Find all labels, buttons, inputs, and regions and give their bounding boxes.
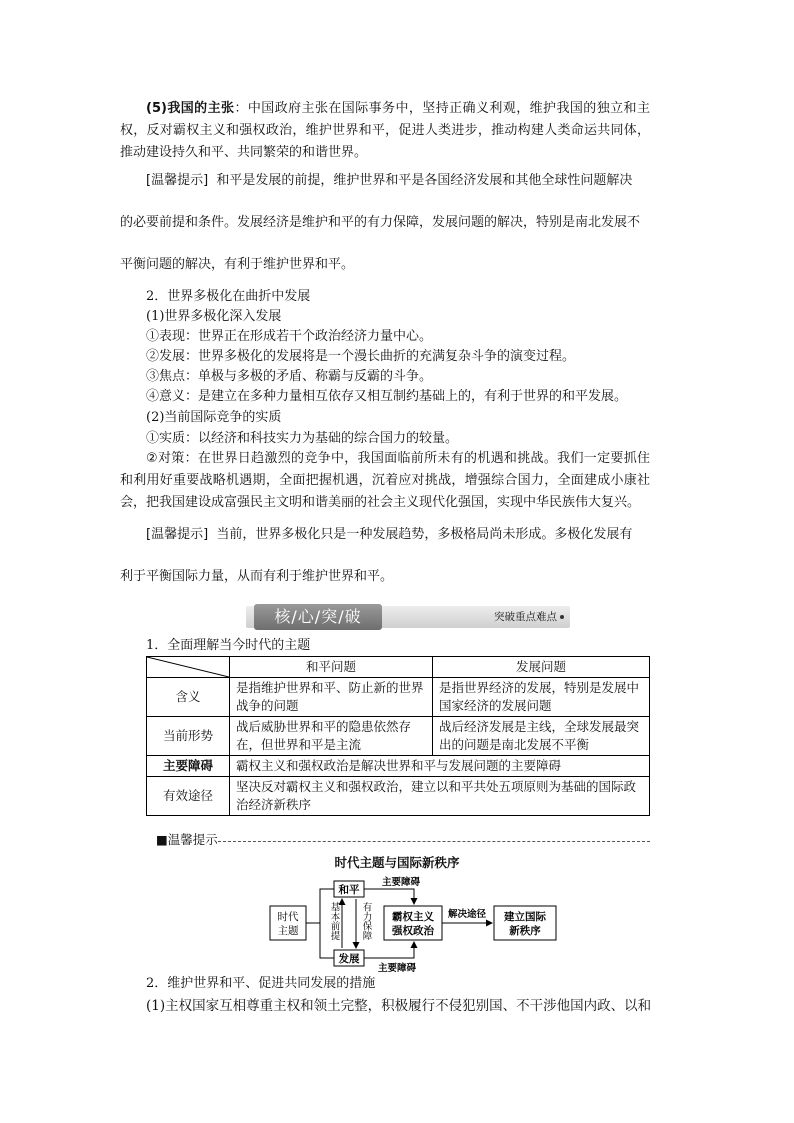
- table-row: [147, 756, 650, 777]
- theme-order-diagram: [268, 876, 568, 974]
- col-development: 发展问题: [433, 657, 650, 678]
- core2-line1: (1)主权国家互相尊重主权和领土完整，积极履行不侵犯别国、不干涉他国内政、以和: [146, 998, 652, 1014]
- section2-sub2: (2)当前国际竞争的实质: [146, 410, 282, 425]
- table-cell: 战后经济发展是主线，全球发展最突出的问题是南北发展不平衡: [433, 717, 650, 756]
- banner-title: 核/心/突/破: [254, 604, 382, 630]
- theme-label-2: 主题: [277, 925, 299, 937]
- tip3-header: [146, 832, 650, 848]
- tip1-label: [温馨提示]: [146, 173, 209, 188]
- development-label: 发展: [338, 953, 360, 965]
- theme-label-1: 时代: [277, 911, 299, 923]
- strong-guarantee-label: 有力保障: [360, 902, 372, 940]
- obstacle-top-label: 主要障碍: [382, 877, 421, 888]
- section2-item-3: ③焦点：单极与多极的矛盾、称霸与反霸的斗争。: [146, 369, 433, 384]
- tip1-line3: 平衡问题的解决，有利于维护世界和平。: [120, 257, 355, 272]
- hegemony-label-2: 强权政治: [392, 925, 434, 937]
- basic-premise-label: 基本前提: [328, 902, 340, 940]
- table-row: [147, 678, 650, 717]
- para-chinese-position: [120, 98, 650, 164]
- hegemony-label-1: 霸权主义: [392, 911, 434, 923]
- table-cell: 是指世界经济的发展，特别是发展中国家经济的发展问题: [433, 678, 650, 717]
- tip2-line2: 利于平衡国际力量，从而有利于维护世界和平。: [120, 569, 394, 584]
- table-header-row: [147, 657, 650, 678]
- tip2-line1: [温馨提示] 当前，世界多极化只是一种发展趋势，多极格局尚未形成。多极化发展有: [146, 527, 633, 542]
- row-head: 含义: [147, 678, 230, 717]
- para-text: ：中国政府主张在国际事务中，坚持正确义利观，维护我国的独立和主权，反对霸权主义和强权政治，维护世界和平，促进人类进步，推动构建人类命运共同体，推动建设持久和平、共同繁荣的和谐世界。: [120, 101, 650, 160]
- section2-heading: 2．世界多极化在曲折中发展: [146, 289, 311, 304]
- section2-item-5: ①实质：以经济和科技实力为基础的综合国力的较量。: [146, 431, 459, 446]
- core1-heading: 1．全面理解当今时代的主题: [146, 638, 311, 653]
- tip3-label: ■温馨提示: [156, 832, 218, 847]
- table-row: [147, 717, 650, 756]
- new-order-label-1: 建立国际: [504, 911, 546, 923]
- para-lead: (5)我国的主张: [146, 101, 235, 116]
- row-head: 有效途径: [147, 777, 230, 816]
- tip1-line1: [温馨提示] 和平是发展的前提，维护世界和平是各国经济发展和其他全球性问题解决: [146, 173, 633, 188]
- table-cell: 霸权主义和强权政治是解决世界和平与发展问题的主要障碍: [230, 756, 650, 777]
- col-peace: 和平问题: [230, 657, 433, 678]
- tip2-label: [温馨提示]: [146, 527, 209, 542]
- core-banner: [246, 606, 570, 628]
- era-theme-table: [146, 656, 650, 816]
- table-cell: 战后威胁世界和平的隐患依然存在，但世界和平是主流: [230, 717, 433, 756]
- divider: [218, 841, 650, 842]
- section2-sub1: (1)世界多极化深入发展: [146, 309, 282, 324]
- table-cell: 坚决反对霸权主义和强权政治，建立以和平共处五项原则为基础的国际政治经济新秩序: [230, 777, 650, 816]
- section2-item-2: ②发展：世界多极化的发展将是一个漫长曲折的充满复杂斗争的演变过程。: [146, 349, 576, 364]
- solution-label: 解决途径: [447, 909, 487, 920]
- tip1-line2: 的必要前提和条件。发展经济是维护和平的有力保障，发展问题的解决，特别是南北发展不: [120, 215, 641, 230]
- figure-title: 时代主题与国际新秩序: [334, 855, 460, 870]
- peace-label: 和平: [338, 884, 360, 896]
- table-row: [147, 777, 650, 816]
- section2-item-4: ④意义：是建立在多种力量相互依存又相互制约基础上的，有利于世界的和平发展。: [146, 389, 628, 404]
- obstacle-bottom-label: 主要障碍: [378, 963, 417, 974]
- diagonal-cell: [147, 657, 230, 678]
- row-head: 当前形势: [147, 717, 230, 756]
- section2-item-1: ①表现：世界正在形成若干个政治经济力量中心。: [146, 329, 433, 344]
- new-order-label-2: 新秩序: [509, 925, 541, 937]
- section2-countermeasure: ②对策：在世界日趋激烈的竞争中，我国面临前所未有的机遇和挑战。我们一定要抓住和利用好重要战略机遇期，全面把握机遇，沉着应对挑战，增强综合国力，全面建成小康社会，把我国建设成富强民主文明和谐美丽的社会主义现代化强国，实现中华民族伟大复兴。: [120, 451, 650, 510]
- core2-heading: 2．维护世界和平、促进共同发展的措施: [146, 976, 376, 991]
- table-cell: 是指维护世界和平、防止新的世界战争的问题: [230, 678, 433, 717]
- banner-subtitle: 突破重点难点: [494, 606, 564, 628]
- dot-icon: [560, 615, 564, 619]
- row-head: 主要障碍: [147, 756, 230, 777]
